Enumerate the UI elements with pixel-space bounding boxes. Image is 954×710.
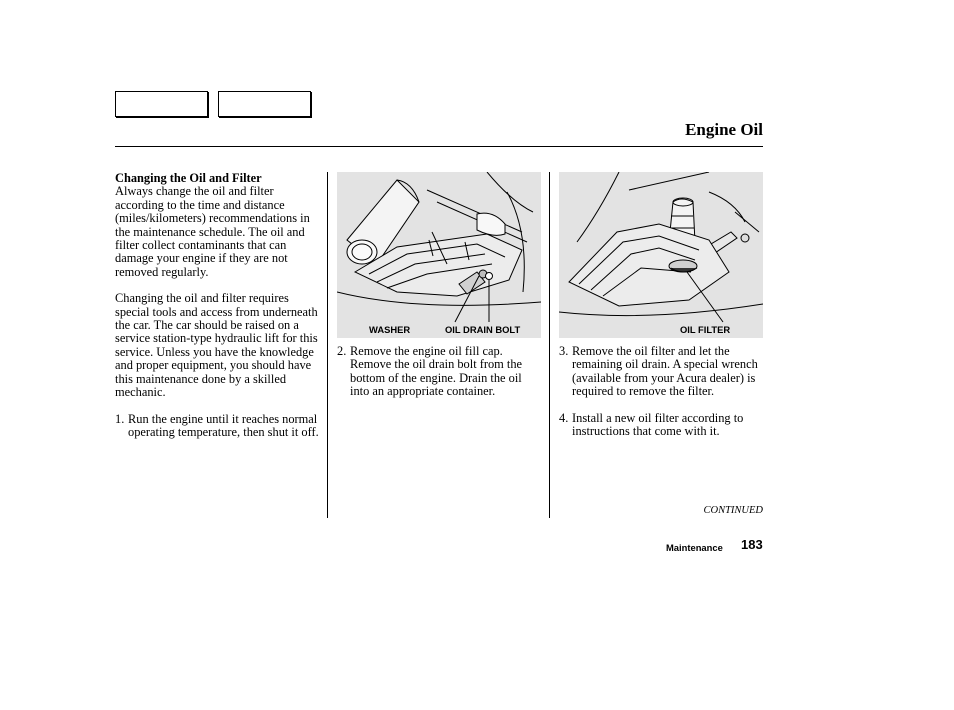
intro-paragraph: Always change the oil and filter according to the time and distance (miles/kilometers) recommendations in the maintenance schedule. The oil and filter collect contaminants that can damage your engine if they are not removed regularly. [115,184,310,279]
nav-button-2[interactable] [218,91,311,117]
step-number: 2. [337,344,347,358]
step-text: Remove the oil filter and let the remaining oil drain. A special wrench (available from your Acura dealer) is required to remove the filter. [572,344,758,399]
oil-filter-label: OIL FILTER [680,324,731,335]
continued-label: CONTINUED [703,505,763,516]
step-number: 3. [559,344,569,358]
column-divider [327,172,328,518]
drain-bolt-drawing [337,172,541,338]
step-number: 4. [559,410,569,425]
left-column [115,172,320,439]
step-2 [337,345,543,399]
step-number: 1. [115,411,125,426]
section-heading: Changing the Oil and Filter [115,171,262,185]
drain-bolt-label: OIL DRAIN BOLT [445,324,521,335]
oil-filter-drawing [559,172,763,338]
drain-bolt-illustration [337,172,541,338]
header-rule [115,146,763,147]
step-text: Remove the engine oil fill cap. Remove the oil drain bolt from the bottom of the engine. Drain the oil into an appropriate container. [350,344,523,399]
step-text: Install a new oil filter according to instructions that come with it. [572,410,744,439]
step-3 [559,345,765,399]
washer-label: WASHER [369,324,411,335]
section-name: Maintenance [666,542,723,553]
nav-button-1[interactable] [115,91,208,117]
page-number: 183 [741,537,763,552]
step-text: Run the engine until it reaches normal operating temperature, then shut it off. [128,411,319,439]
middle-column [337,345,543,399]
service-paragraph: Changing the oil and filter requires special tools and access from underneath the car. The car should be raised on a service station-type hydraulic lift for this service. Unless you have the knowledge and proper equipment, you should have this maintenance done by a skilled mechanic. [115,291,318,400]
step-1 [115,413,320,440]
step-4 [559,412,765,439]
oil-filter-illustration [559,172,763,338]
page-title: Engine Oil [685,120,763,139]
column-divider [549,172,550,518]
right-column [559,345,765,438]
